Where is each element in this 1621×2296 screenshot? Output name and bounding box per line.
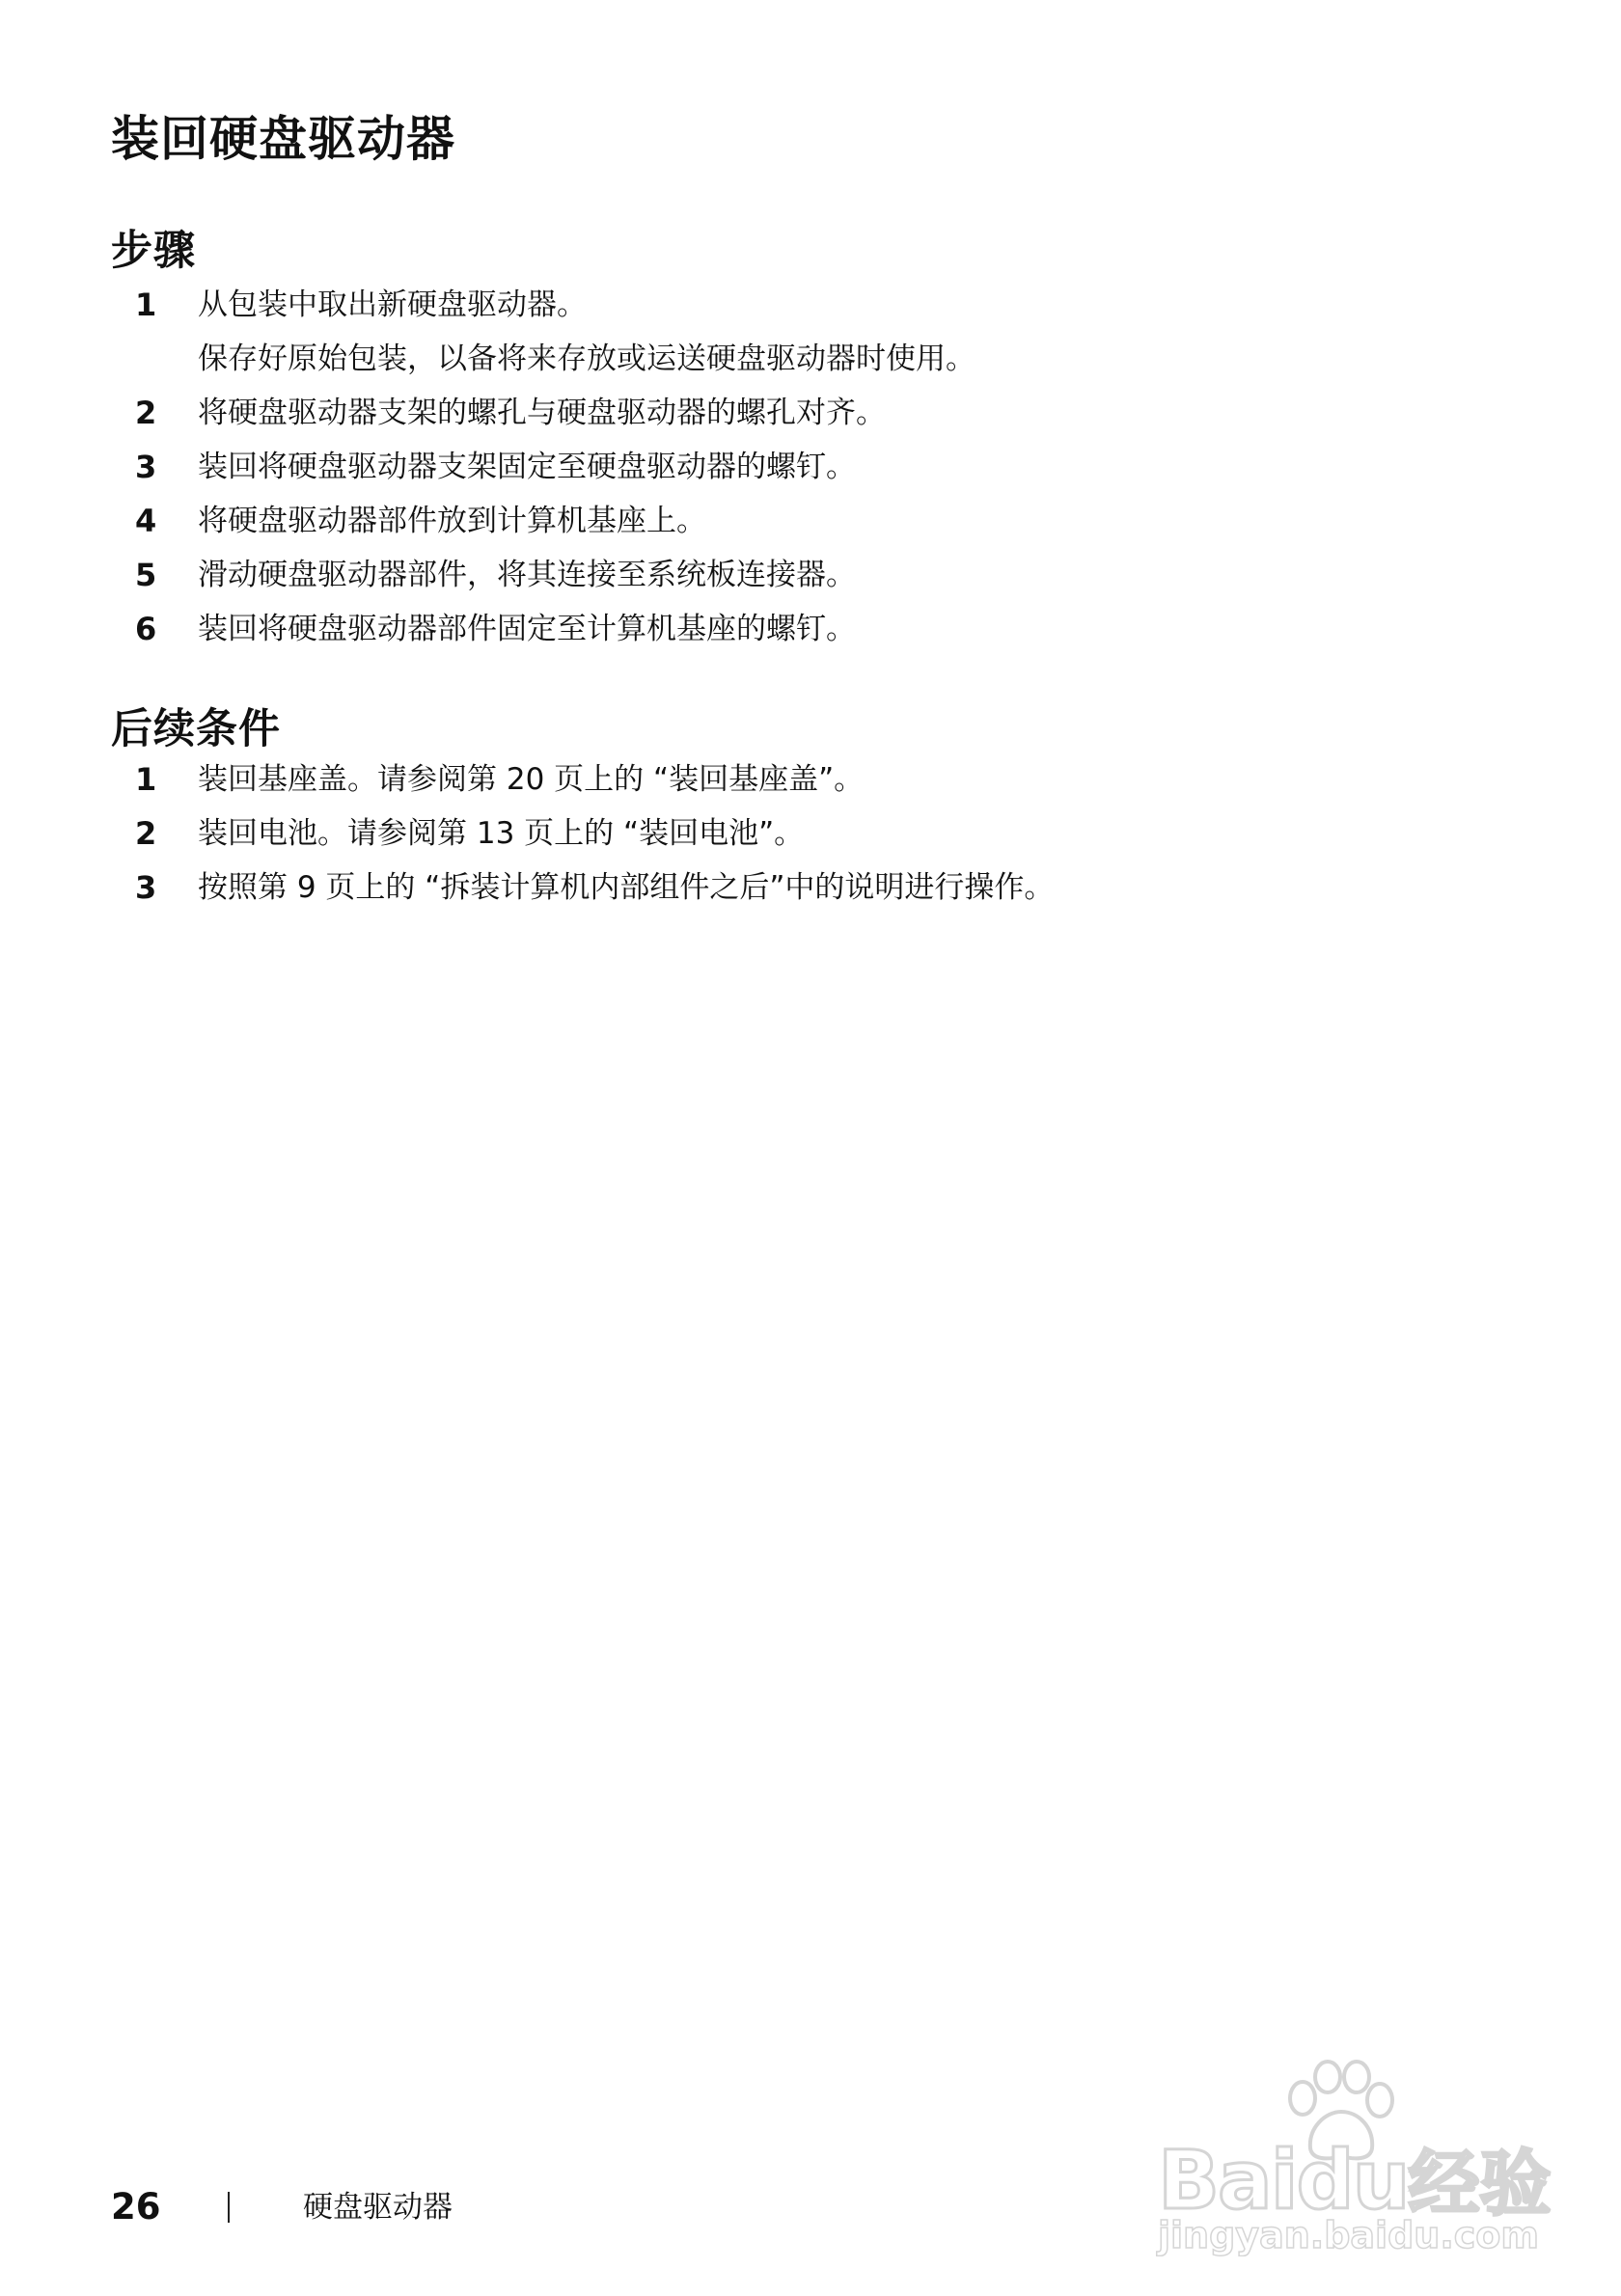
step-item: [111, 504, 1462, 539]
watermark-brand-cn: 经验: [1408, 2143, 1552, 2226]
step-item: [111, 558, 1462, 593]
step-text: 滑动硬盘驱动器部件，将其连接至系统板连接器。: [198, 558, 856, 592]
step-text: 装回基座盖。请参阅第 20 页上的 “装回基座盖”。: [198, 762, 865, 797]
postrequisite-item: [111, 762, 1462, 798]
watermark-url: jingyan.baidu.com: [1158, 2214, 1539, 2256]
step-number: 2: [135, 815, 157, 852]
step-text: 从包装中取出新硬盘驱动器。: [198, 287, 587, 322]
step-text: 将硬盘驱动器支架的螺孔与硬盘驱动器的螺孔对齐。: [198, 396, 886, 430]
step-text: 装回将硬盘驱动器支架固定至硬盘驱动器的螺钉。: [198, 450, 856, 484]
footer-divider: [228, 2192, 230, 2223]
steps-list: [111, 287, 1462, 666]
postrequisite-item: [111, 870, 1462, 906]
step-item: [111, 396, 1462, 431]
step-text: 装回将硬盘驱动器部件固定至计算机基座的螺钉。: [198, 612, 856, 646]
postrequisite-item: [111, 816, 1462, 852]
step-number: 3: [135, 449, 157, 485]
step-number: 1: [135, 761, 157, 798]
step-number: 1: [135, 287, 157, 323]
watermark: [1158, 2060, 1552, 2256]
footer-section-name: 硬盘驱动器: [303, 2190, 453, 2225]
step-text: 装回电池。请参阅第 13 页上的 “装回电池”。: [198, 816, 805, 851]
step-item: [111, 450, 1462, 485]
step-number: 4: [135, 503, 157, 539]
step-number: 2: [135, 395, 157, 431]
page-number: 26: [111, 2186, 161, 2228]
steps-heading: 步骤: [111, 227, 196, 275]
postrequisites-heading: 后续条件: [111, 705, 281, 753]
watermark-brand-latin: Bai: [1158, 2133, 1297, 2228]
step-text: 将硬盘驱动器部件放到计算机基座上。: [198, 504, 706, 538]
watermark-brand-latin-2: du: [1296, 2133, 1409, 2228]
step-item: [111, 612, 1462, 647]
step-number: 5: [135, 557, 157, 593]
postrequisites-list: [111, 762, 1462, 924]
step-number: 6: [135, 611, 157, 647]
page-title: 装回硬盘驱动器: [111, 111, 455, 167]
step-item: [111, 287, 1462, 377]
step-note: 保存好原始包装，以备将来存放或运送硬盘驱动器时使用。: [198, 342, 975, 376]
step-number: 3: [135, 869, 157, 906]
step-text: 按照第 9 页上的 “拆装计算机内部组件之后”中的说明进行操作。: [198, 870, 1055, 905]
